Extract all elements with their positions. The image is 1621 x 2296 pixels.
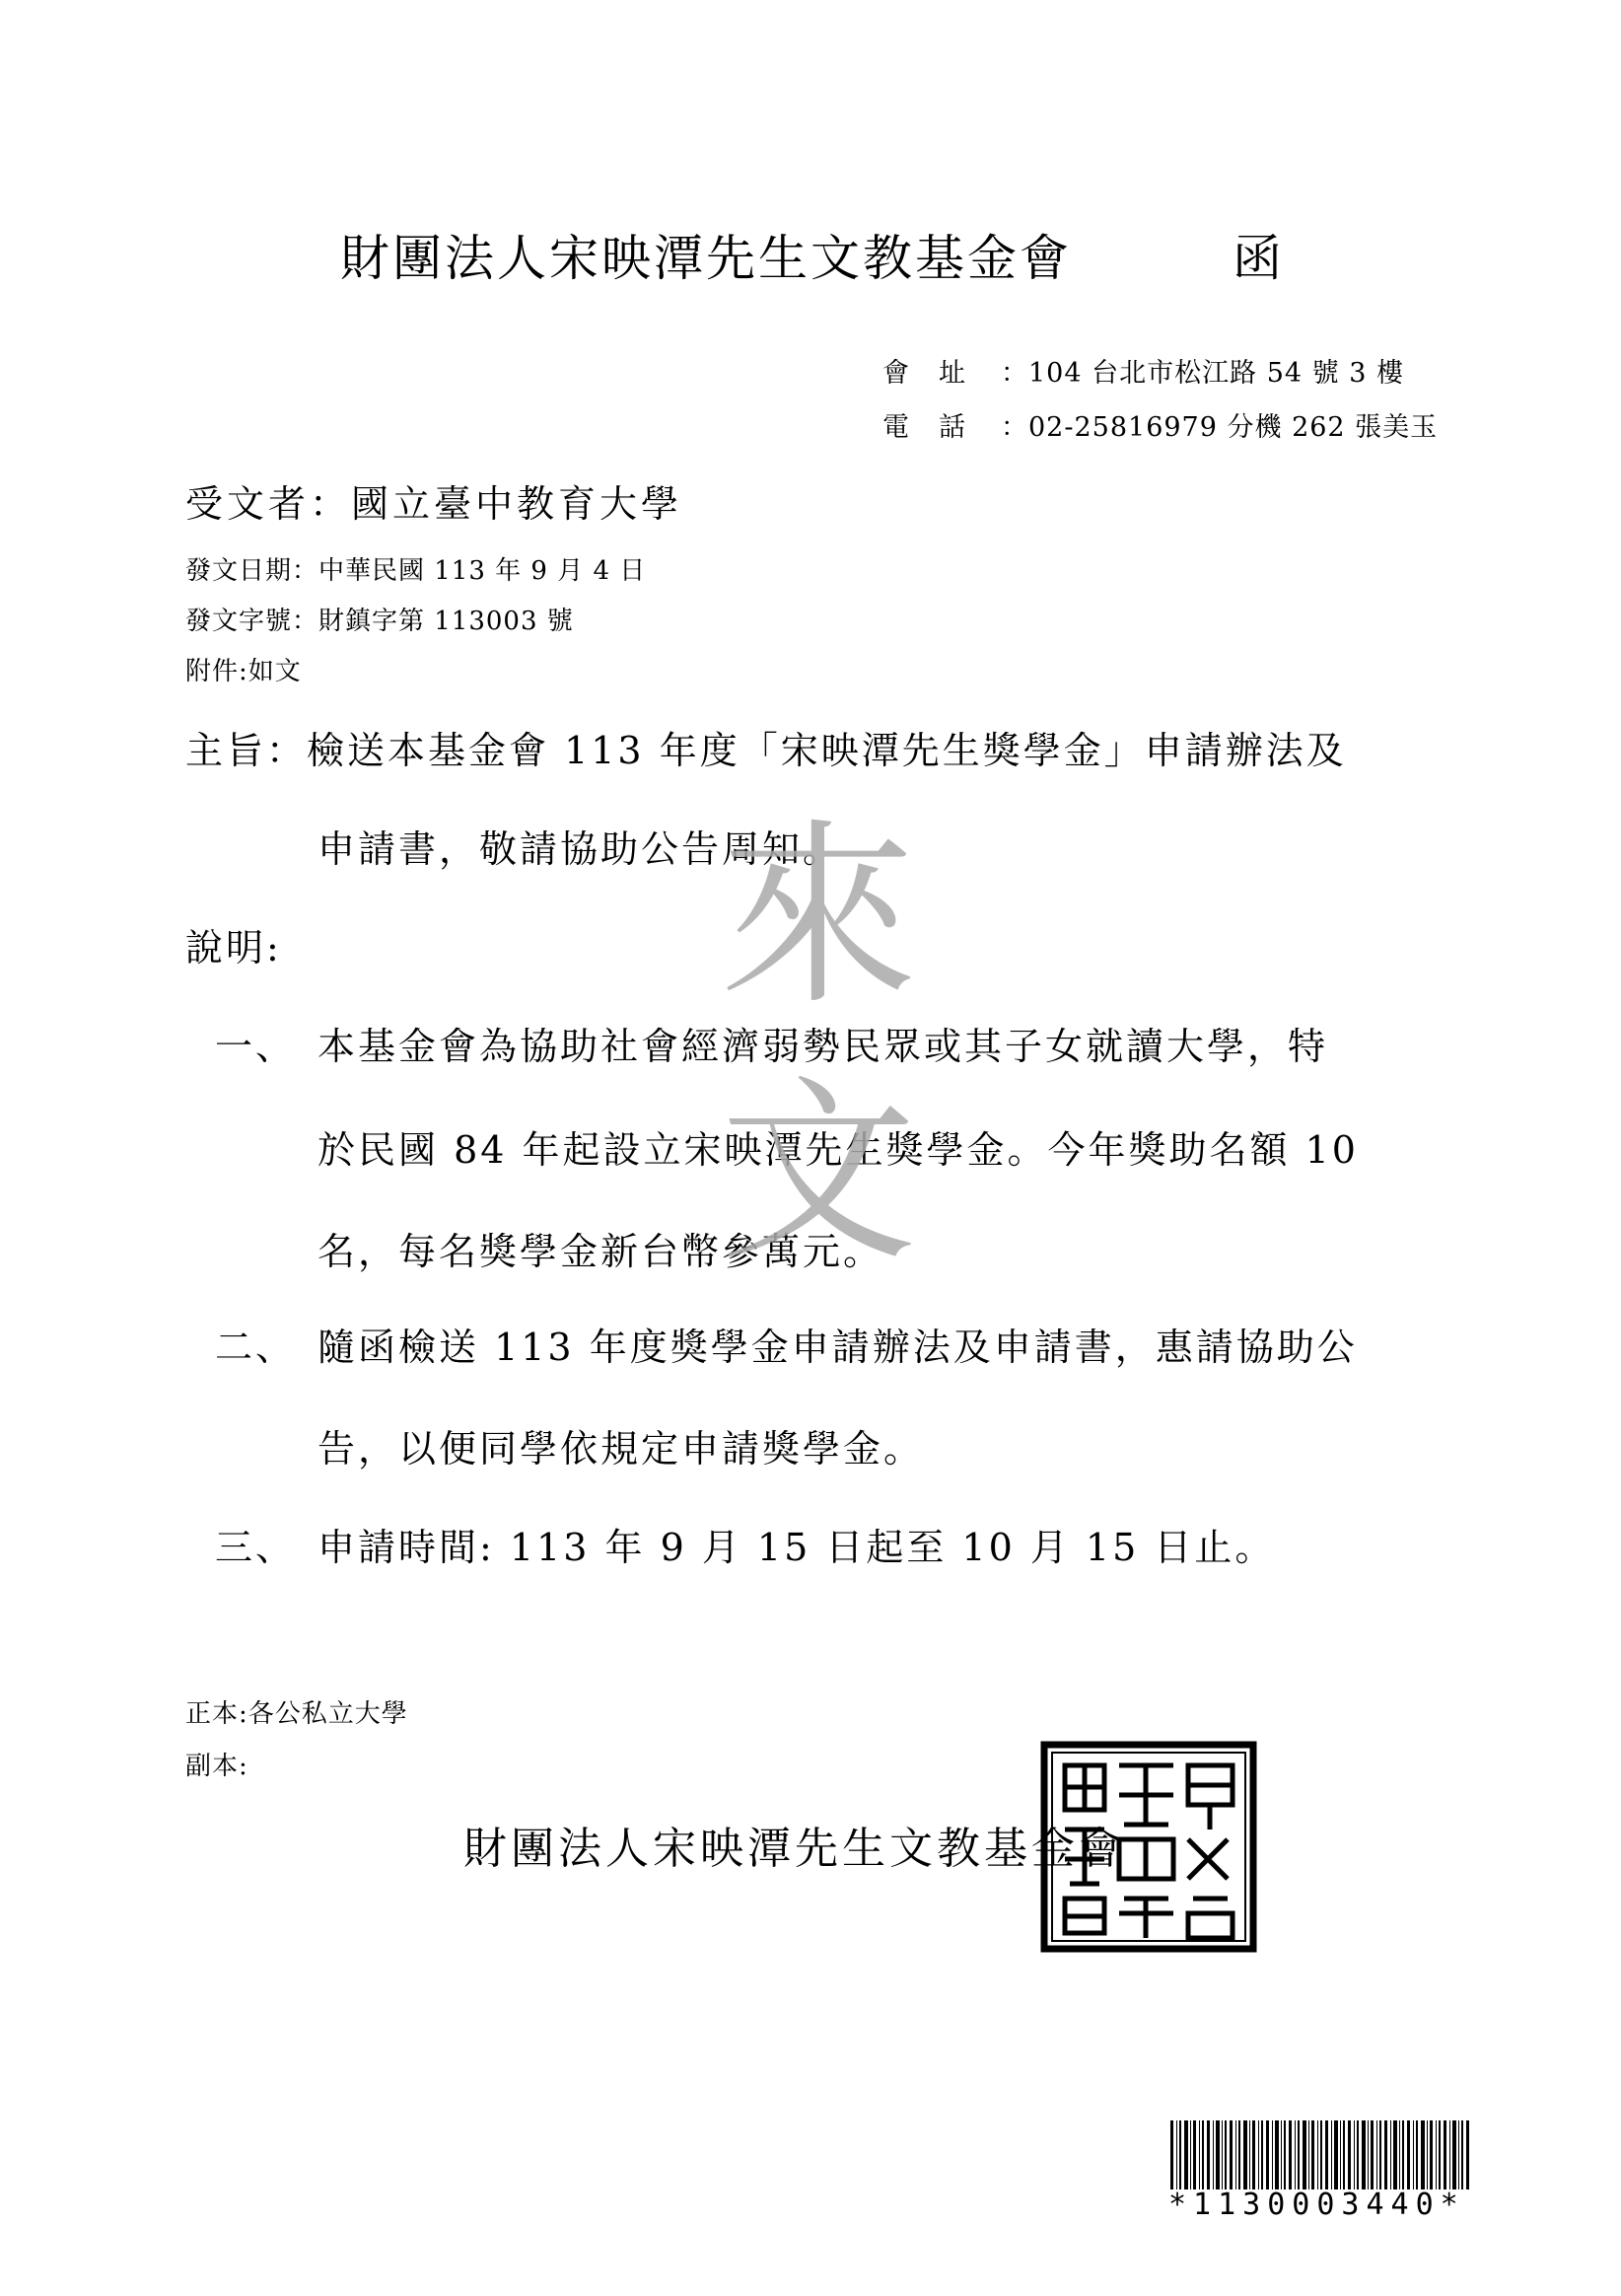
official-seal-icon (1040, 1741, 1257, 1953)
address-value: ：104 台北市松江路 54 號 3 樓 (1001, 358, 1404, 389)
distribution-original: 正本:各公私立大學 (185, 1699, 408, 1729)
document-title: 財團法人宋映潭先生文教基金會 (340, 230, 1072, 287)
address-label: 會址 (882, 358, 995, 389)
barcode-number: *1130003440* (1168, 2188, 1465, 2222)
item-3-number: 三、 (215, 1526, 297, 1569)
subject-line-2: 申請書，敬請協助公告周知。 (317, 827, 844, 871)
barcode-icon (1168, 2120, 1474, 2189)
received-watermark: 來文 (719, 802, 917, 1288)
recipient: 受文者：國立臺中教育大學 (185, 482, 683, 526)
phone-value: ：02-25816979 分機 262 張美玉 (1001, 412, 1439, 443)
item-2-line-2: 告，以便同學依規定申請獎學金。 (317, 1427, 925, 1471)
item-2-line-1: 隨函檢送 113 年度獎學金申請辦法及申請書，惠請協助公 (317, 1326, 1358, 1369)
contact-phone (882, 405, 1438, 444)
contact-address (882, 351, 1404, 390)
document-type: 函 (1233, 230, 1282, 287)
phone-label: 電話 (882, 412, 995, 443)
distribution-copy: 副本: (185, 1752, 248, 1781)
attachment: 附件:如文 (185, 657, 302, 686)
item-3-line-1: 申請時間: 113 年 9 月 15 日起至 10 月 15 日止。 (317, 1526, 1276, 1569)
item-1-line-3: 名，每名獎學金新台幣參萬元。 (317, 1230, 884, 1273)
issue-date: 發文日期：中華民國 113 年 9 月 4 日 (185, 556, 647, 586)
item-1-number: 一、 (215, 1025, 297, 1068)
explanation-heading: 說明: (185, 926, 282, 969)
signature-organization: 財團法人宋映潭先生文教基金會 (463, 1824, 1126, 1874)
subject-line-1: 主旨：檢送本基金會 113 年度「宋映潭先生獎學金」申請辦法及 (185, 729, 1347, 772)
item-1-line-2: 於民國 84 年起設立宋映潭先生獎學金。今年獎助名額 10 (317, 1128, 1359, 1172)
item-1-line-1: 本基金會為協助社會經濟弱勢民眾或其子女就讀大學，特 (317, 1025, 1329, 1068)
reference-number: 發文字號：財鎮字第 113003 號 (185, 607, 574, 636)
item-2-number: 二、 (215, 1326, 297, 1369)
